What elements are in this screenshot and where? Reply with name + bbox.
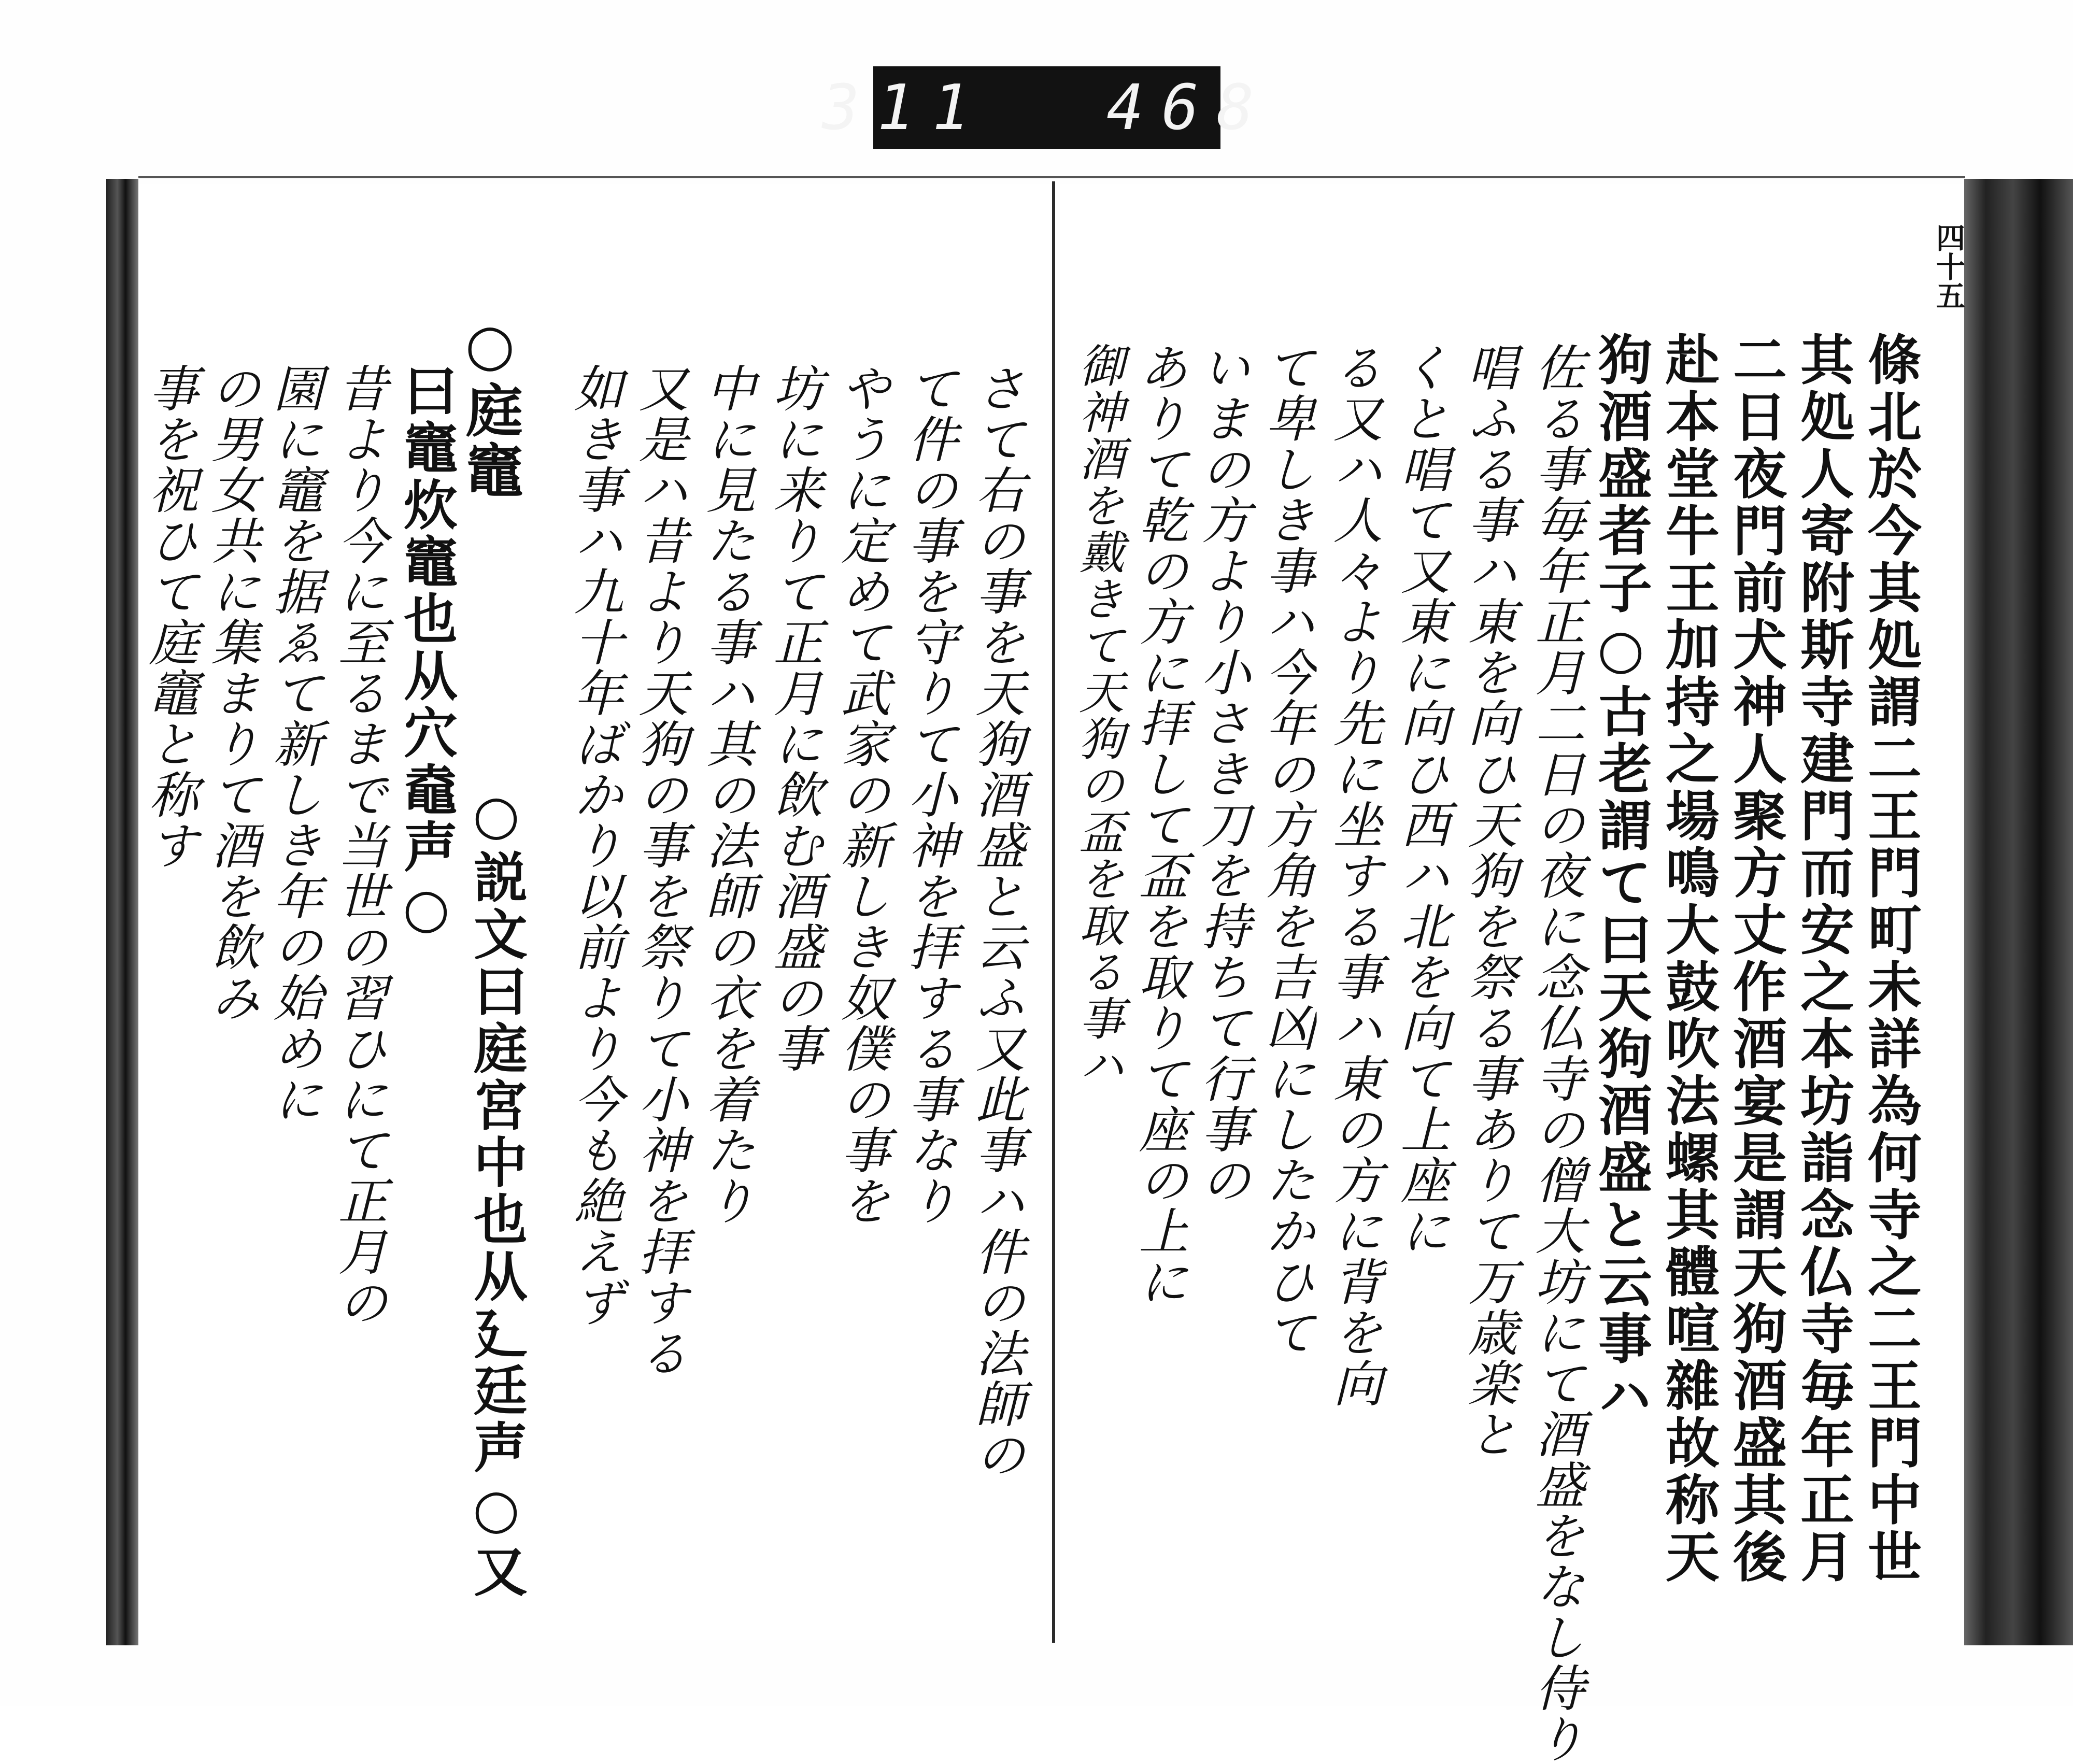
book-edge-left xyxy=(106,179,138,1645)
folio-number: 四十五 xyxy=(1932,223,1966,310)
printed-line-lower-1: 曰竈炊竈也从穴鼀声○ xyxy=(394,363,458,943)
cursive-line-l5: 中に見たる事ハ其の法師の衣を着たり xyxy=(698,363,756,1226)
book-gutter xyxy=(1052,181,1055,1643)
cursive-line-lower-2: 園に竈を据ゑて新しき年の始めに xyxy=(265,363,323,1125)
cursive-line-l3: やうに定めて武家の新しき奴僕の事を xyxy=(833,363,891,1226)
cursive-line-r1: 佐る事毎年正月二日の夜に念仏寺の僧大坊にて酒盛をなし侍り xyxy=(1527,342,1585,1764)
printed-line-4: 赴本堂牛王加持之場鳴大鼓吹法螺其體喧雜故称天 xyxy=(1656,332,1720,1586)
printed-line-2: 其処人寄附斯寺建門而安之本坊詣念仏寺毎年正月 xyxy=(1791,332,1855,1586)
frame-number-right: 468 xyxy=(1106,72,1272,144)
printed-line-3: 二日夜門前犬神人聚方丈作酒宴是謂天狗酒盛其後 xyxy=(1724,332,1787,1586)
cursive-line-r3: くと唱て又東に向ひ西ハ北を向て上座に xyxy=(1393,342,1451,1256)
printed-line-1: 條北於今其処謂二王門町未詳為何寺之二王門中世 xyxy=(1858,332,1922,1586)
cursive-line-r4: る又ハ人々より先に坐する事ハ東の方に背を向 xyxy=(1325,342,1383,1409)
cursive-line-lower-1: 昔より今に至るまで当世の習ひにて正月の xyxy=(330,363,388,1328)
page-top-edge xyxy=(138,176,1965,178)
cursive-line-r2: 唱ふる事ハ東を向ひ天狗を祭る事ありて万歳楽と xyxy=(1460,342,1518,1459)
section-heading-niwakamado: ○庭竈 xyxy=(457,311,523,501)
frame-number-left: 311 xyxy=(822,72,987,144)
cursive-line-lower-4: 事を祝ひて庭竈と称す xyxy=(141,363,199,871)
cursive-line-l7: 如き事ハ九十年ばかり以前より今も絶えず xyxy=(566,363,624,1328)
cursive-line-r7: ありて乾の方に拝して盃を取りて座の上に xyxy=(1131,342,1189,1307)
cursive-line-r6: いまの方より小さき刀を持ちて行事の xyxy=(1193,342,1251,1205)
frame-counter-label xyxy=(822,66,1272,149)
cursive-line-l6: 又是ハ昔より天狗の事を祭りて小神を拝する xyxy=(631,363,689,1378)
cursive-line-l4: 坊に来りて正月に飲む酒盛の事 xyxy=(765,363,823,1074)
cursive-line-l2: て件の事を守りて小神を拝する事なり xyxy=(900,363,958,1226)
cursive-line-l1: さて右の事を天狗酒盛と云ふ又此事ハ件の法師の xyxy=(968,363,1026,1480)
book-edge-right xyxy=(1964,179,2073,1645)
cursive-line-r5: て卑しき事ハ今年の方角を吉凶にしたかひて xyxy=(1258,342,1316,1358)
printed-entry-shuowen: ○説文曰庭宮中也从廴廷声○又 xyxy=(464,783,528,1600)
printed-line-5: 狗酒盛者子○古老謂て曰天狗酒盛と云事ハ xyxy=(1589,332,1653,1425)
cursive-line-lower-3: の男女共に集まりて酒を飲み xyxy=(203,363,261,1023)
cursive-line-r8: 御神酒を戴きて天狗の盃を取る事ハ xyxy=(1072,342,1125,1088)
